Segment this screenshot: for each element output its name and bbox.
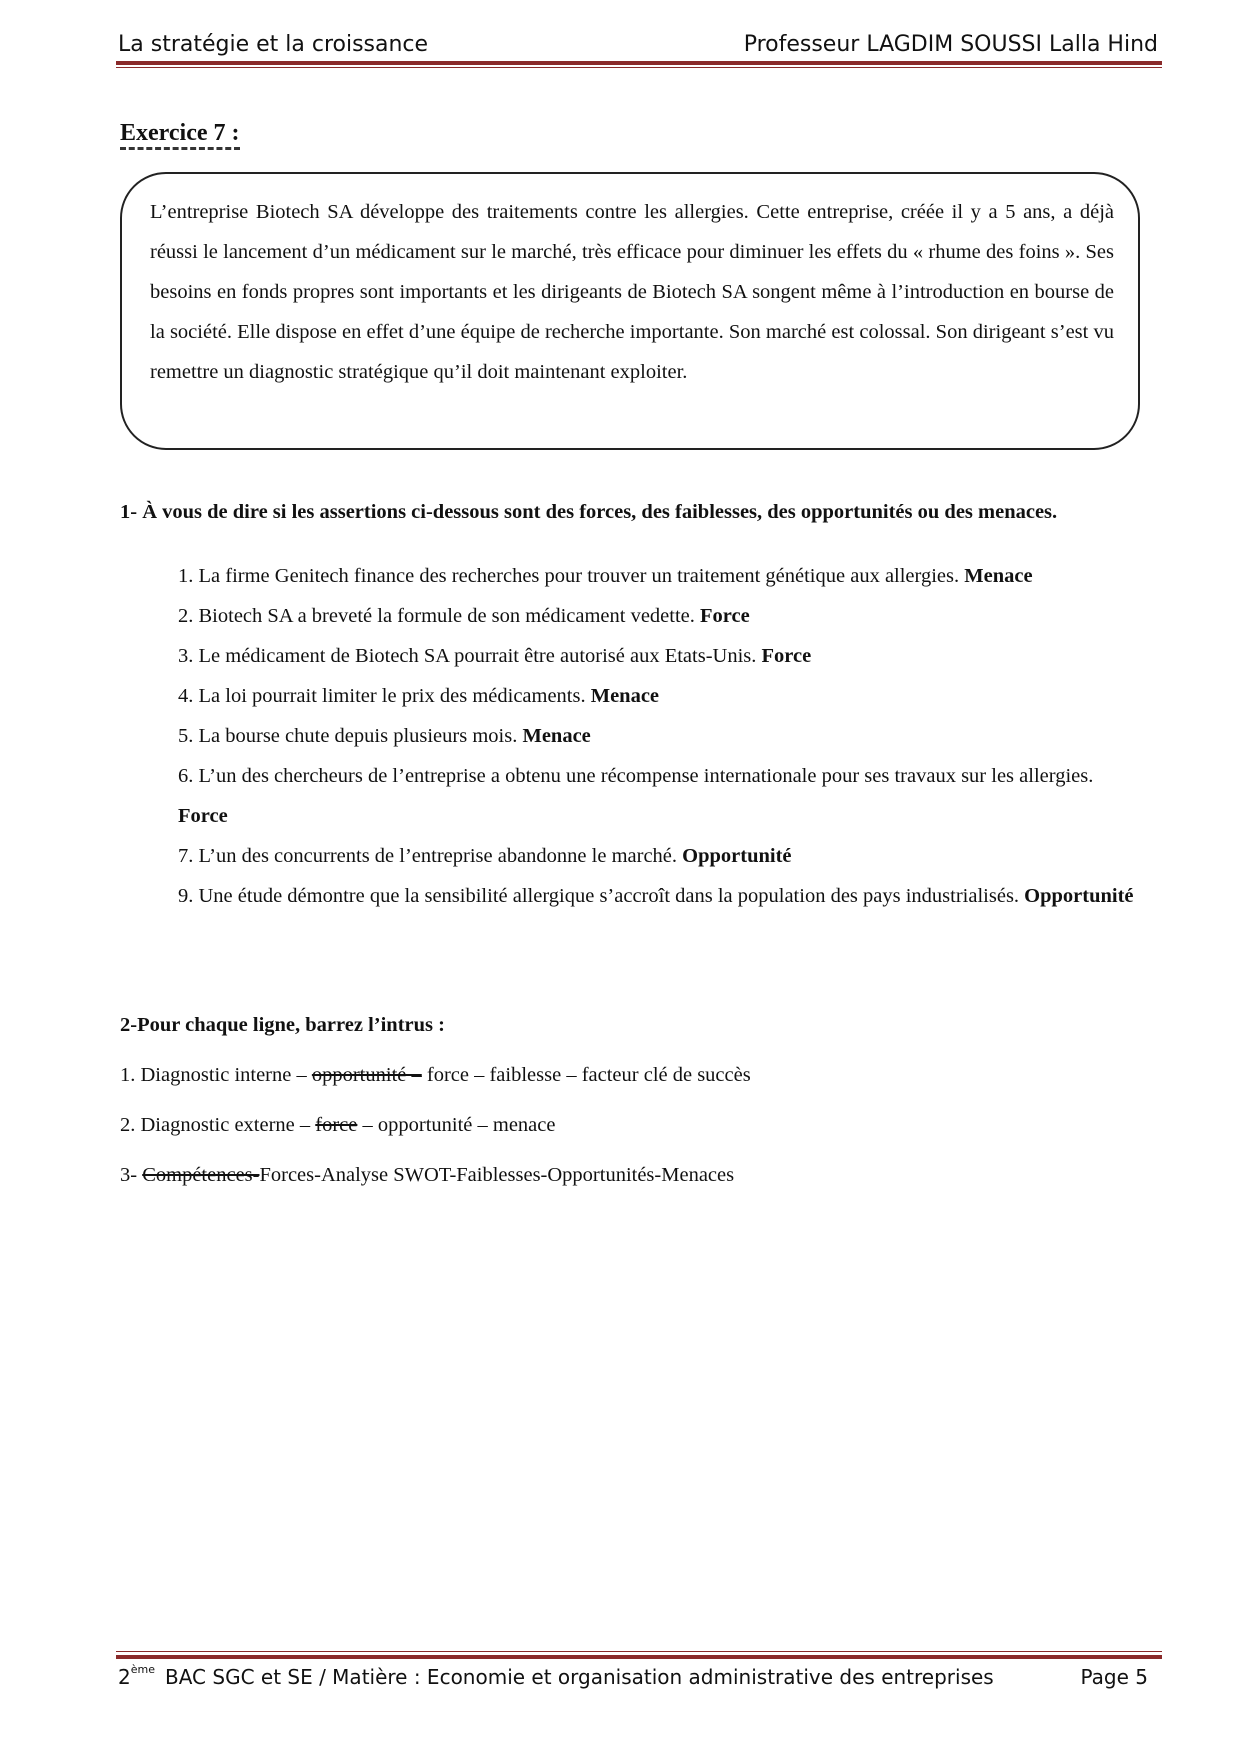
answer-label: Menace <box>522 725 591 747</box>
header-rule <box>116 61 1162 65</box>
intrus-line-2: 2. Diagnostic externe – force – opportunité – menace <box>120 1114 556 1136</box>
intrus-line-3: 3- Compétences-Forces-Analyse SWOT-Faiblesses-Opportunités-Menaces <box>120 1164 735 1186</box>
question1-title: 1- À vous de dire si les assertions ci-dessous sont des forces, des faiblesses, des opportunités ou des menaces. <box>120 501 1058 523</box>
list-item: 3. Le médicament de Biotech SA pourrait être autorisé aux Etats-Unis. Force <box>178 645 812 667</box>
list-item: 9. Une étude démontre que la sensibilité allergique s’accroît dans la population des pays industrialisés. Opportunité <box>178 885 1134 907</box>
footer-rule-thin <box>116 1651 1162 1652</box>
list-item: 6. L’un des chercheurs de l’entreprise a obtenu une récompense internationale pour ses travaux sur les allergies. Force <box>178 765 1094 827</box>
answer-label: Force <box>761 645 812 667</box>
struck-word: opportunité – <box>311 1064 422 1086</box>
footer-rule <box>116 1655 1162 1659</box>
exercise-statement-text: L’entreprise Biotech SA développe des traitements contre les allergies. Cette entreprise, créée il y a 5 ans, a déjà réussi le lancement d’un médicament sur le marché, très efficace pour diminuer les effets du « rhume des foins ». Ses besoins en fonds propres sont importants et les dirigeants de Biotech SA songent même à l’introduction en bourse de la société. Elle dispose en effet d’une équipe de recherche importante. Son marché est colossal. Son dirigeant s’est vu remettre un diagnostic stratégique qu’il doit maintenant exploiter. <box>150 201 1114 383</box>
struck-word: force <box>315 1114 358 1136</box>
header-rule-thin <box>116 67 1162 68</box>
list-item: 2. Biotech SA a breveté la formule de son médicament vedette. Force <box>178 605 750 627</box>
list-item: 4. La loi pourrait limiter le prix des médicaments. Menace <box>178 685 660 707</box>
page-header <box>118 28 1158 60</box>
header-course-title: La stratégie et la croissance <box>118 32 429 57</box>
list-item: 5. La bourse chute depuis plusieurs mois. Menace <box>178 725 591 747</box>
assertion-list <box>178 556 1138 916</box>
exercise-title: Exercice 7 : <box>120 120 240 147</box>
list-item: 7. L’un des concurrents de l’entreprise abandonne le marché. Opportunité <box>178 845 792 867</box>
answer-label: Force <box>178 805 228 827</box>
footer-subject: 2ème BAC SGC et SE / Matière : Economie et organisation administrative des entreprises <box>118 1663 994 1689</box>
page-number: Page 5 <box>1080 1665 1148 1689</box>
answer-label: Menace <box>964 565 1033 587</box>
list-item: 1. La firme Genitech finance des recherches pour trouver un traitement génétique aux allergies. Menace <box>178 565 1033 587</box>
struck-word: Compétences- <box>142 1164 260 1186</box>
intrus-line-1: 1. Diagnostic interne – opportunité – force – faiblesse – facteur clé de succès <box>120 1064 751 1086</box>
exercise-statement-box <box>120 172 1140 450</box>
answer-label: Opportunité <box>682 845 792 867</box>
header-author: Professeur LAGDIM SOUSSI Lalla Hind <box>743 32 1158 57</box>
answer-label: Menace <box>590 685 660 707</box>
answer-label: Opportunité <box>1024 885 1134 907</box>
answer-label: Force <box>700 605 750 627</box>
question2-title: 2-Pour chaque ligne, barrez l’intrus : <box>120 1014 445 1036</box>
page-footer <box>118 1665 1158 1695</box>
